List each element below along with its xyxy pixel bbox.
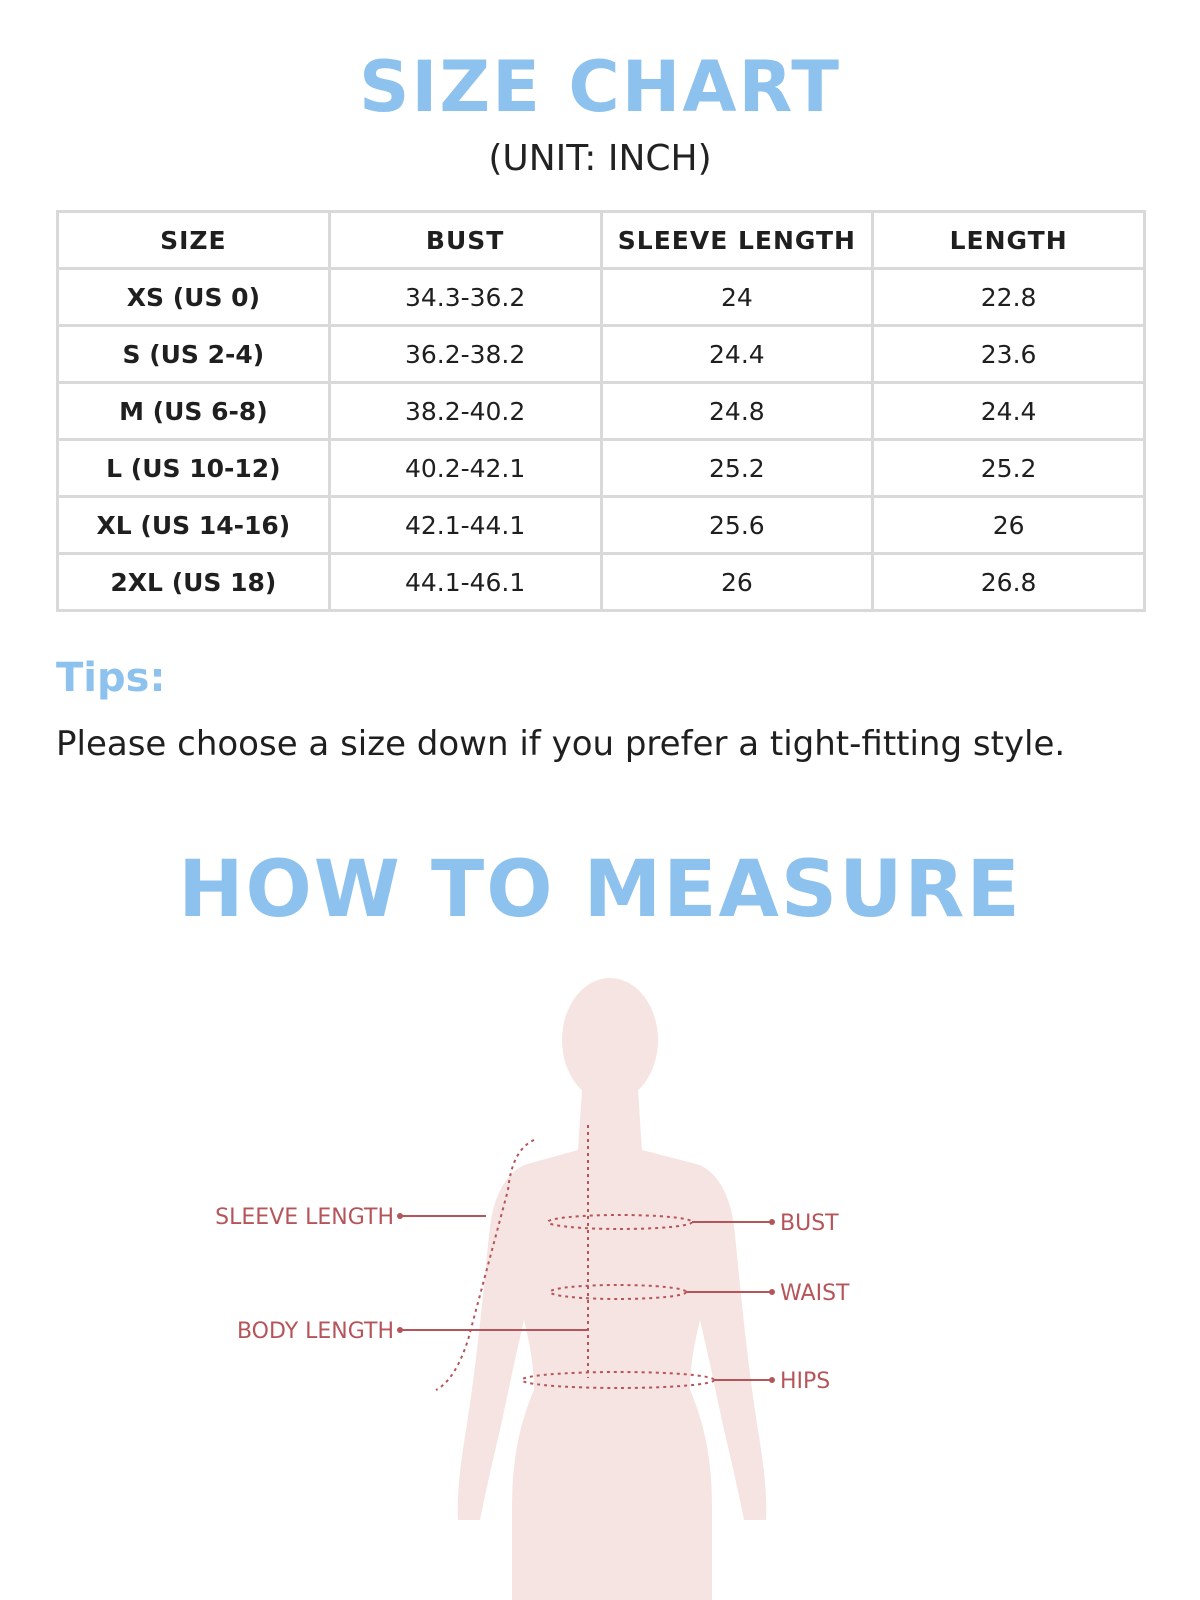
tips-text: Please choose a size down if you prefer a tight-fitting style. (56, 724, 1066, 764)
table-row (58, 440, 1145, 497)
bust-cell: 36.2-38.2 (329, 326, 601, 383)
size-cell: XS (US 0) (58, 269, 330, 326)
table-row (58, 269, 1145, 326)
length-cell: 24.4 (873, 383, 1145, 440)
sleeve-length-cell: 25.2 (601, 440, 873, 497)
label-hips: HIPS (780, 1369, 831, 1394)
body-silhouette (458, 978, 767, 1600)
column-header-size: SIZE (58, 212, 330, 269)
label-body-length: BODY LENGTH (236, 1319, 394, 1344)
label-bust: BUST (780, 1211, 839, 1236)
table-row (58, 326, 1145, 383)
column-header-sleeve-length: SLEEVE LENGTH (601, 212, 873, 269)
column-header-bust: BUST (329, 212, 601, 269)
how-to-measure-title: HOW TO MEASURE (178, 845, 1022, 935)
length-cell: 22.8 (873, 269, 1145, 326)
column-header-length: LENGTH (873, 212, 1145, 269)
length-cell: 23.6 (873, 326, 1145, 383)
bust-cell: 34.3-36.2 (329, 269, 601, 326)
sleeve-length-cell: 25.6 (601, 497, 873, 554)
size-cell: XL (US 14-16) (58, 497, 330, 554)
tips-heading: Tips: (56, 655, 166, 701)
sleeve-length-cell: 24.4 (601, 326, 873, 383)
sleeve-length-cell: 26 (601, 554, 873, 611)
unit-label: (UNIT: INCH) (488, 138, 712, 179)
label-waist: WAIST (780, 1281, 850, 1306)
size-cell: L (US 10-12) (58, 440, 330, 497)
length-cell: 26.8 (873, 554, 1145, 611)
bust-cell: 38.2-40.2 (329, 383, 601, 440)
length-cell: 25.2 (873, 440, 1145, 497)
page-title: SIZE CHART (358, 46, 842, 128)
size-cell: 2XL (US 18) (58, 554, 330, 611)
table-row (58, 383, 1145, 440)
size-table (56, 210, 1146, 612)
label-sleeve-length: SLEEVE LENGTH (215, 1205, 394, 1230)
sleeve-length-cell: 24 (601, 269, 873, 326)
bust-cell: 44.1-46.1 (329, 554, 601, 611)
table-row (58, 554, 1145, 611)
bust-cell: 40.2-42.1 (329, 440, 601, 497)
table-header-row (58, 212, 1145, 269)
size-cell: S (US 2-4) (58, 326, 330, 383)
length-cell: 26 (873, 497, 1145, 554)
table-row (58, 497, 1145, 554)
size-cell: M (US 6-8) (58, 383, 330, 440)
bust-cell: 42.1-44.1 (329, 497, 601, 554)
sleeve-length-cell: 24.8 (601, 383, 873, 440)
measurement-figure (0, 960, 1200, 1600)
